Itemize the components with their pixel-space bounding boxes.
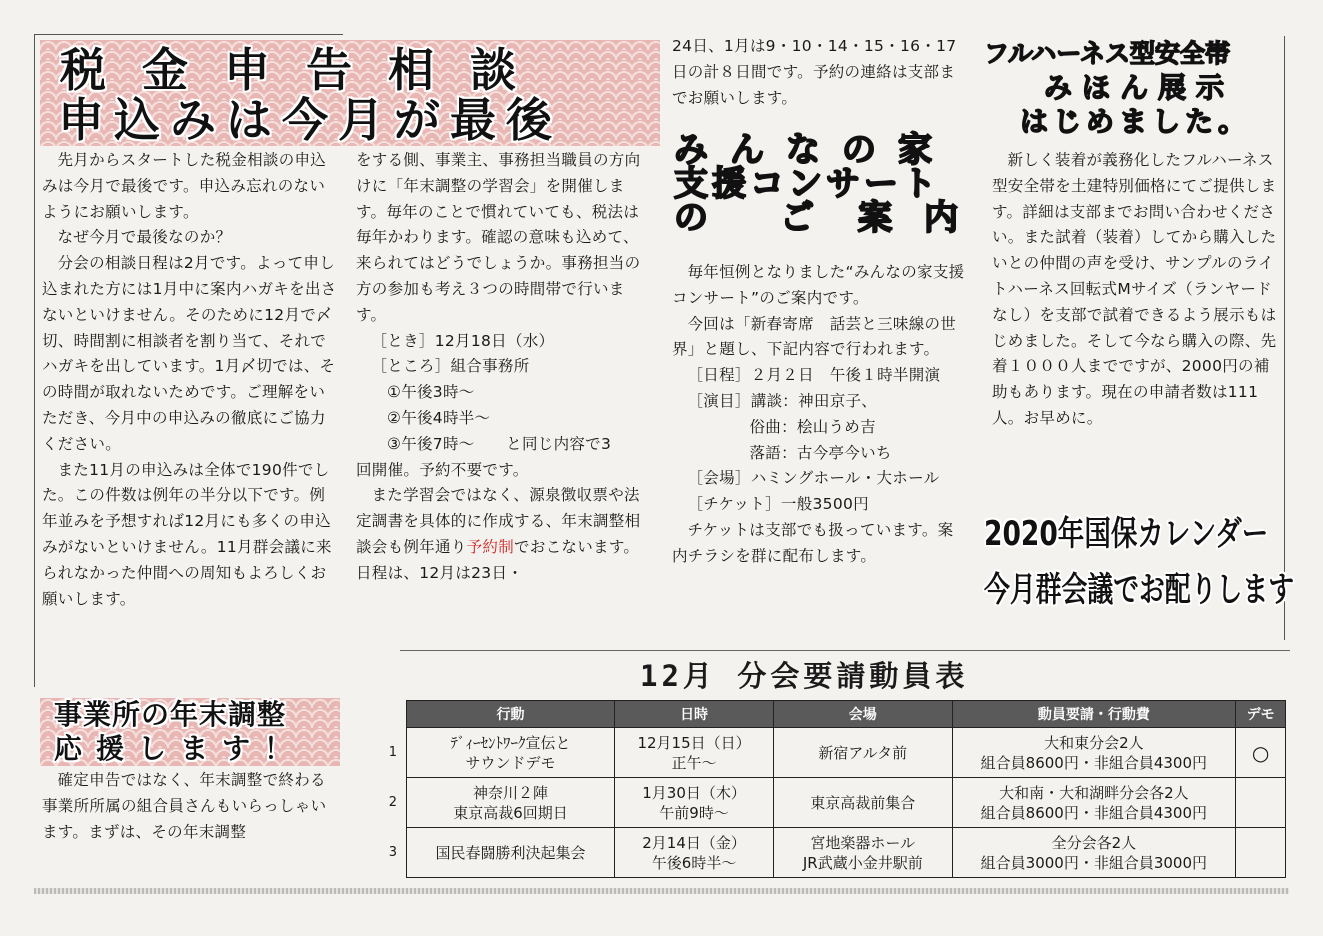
row-action: ﾃﾞｨｰｾﾝﾄﾜｰｸ宣伝と サウンドデモ — [406, 728, 614, 778]
yearend-paragraph-3: また学習会ではなく、源泉徴収票や法定調書を具体的に作成する、年末調整相談会も例年通り予約制でおこないます。日程は、12月は23日・ — [356, 486, 641, 582]
row-datetime: 1月30日（木） 午前9時～ — [615, 778, 774, 828]
concert-paragraph-1: 毎年恒例となりました“みんなの家支援コンサート”のご案内です。 — [672, 263, 965, 307]
row-number: 2 — [388, 794, 398, 810]
tax-headline-line2: 申込みは今月が最後 — [58, 93, 562, 147]
table-row — [380, 728, 1286, 778]
seminar-time-3: ③午後7時～ と同じ内容で3 — [387, 434, 612, 453]
seminar-note: 回開催。予約不要です。 — [356, 460, 529, 479]
roster-header-datetime: 日時 — [615, 701, 774, 728]
calendar-notice — [984, 512, 1295, 624]
yearend-paragraph: 確定申告ではなく、年末調整で終わる事業所所属の組合員さんもいらっしゃいます。まずは、その年末調整 — [42, 771, 327, 841]
roster-title: 12月 分会要請動員表 — [640, 659, 969, 693]
yearend-article-column-3 — [672, 34, 968, 111]
tax-paragraph-2: なぜ今月で最後なのか？ — [57, 228, 232, 247]
concert-program-1: ［演目］講談：神田京子、 — [687, 391, 878, 410]
concert-headline-line1: みんなの家 — [674, 130, 954, 170]
yearend-paragraph-4: 24日、1月は9・10・14・15・16・17日の計８日間です。予約の連絡は支部までお願いします。 — [672, 37, 957, 107]
yearend-paragraph-2: をする側、事業主、事務担当職員の方向けに「年末調整の学習会」を開催します。毎年のことで慣れていても、税法は毎年かわります。確認の意味も込めて、来られてはどうでしょうか。事務担当の方の参加も考え３つの時間帯で行います。 — [356, 151, 641, 324]
concert-article-body — [672, 260, 968, 570]
row-action: 神奈川２陣 東京高裁6回期日 — [406, 778, 614, 828]
concert-program-3: 落語：古今亭今いち — [749, 443, 892, 462]
row-request: 大和南・大和湖畔分会各2人 組合員8600円・非組合員4300円 — [952, 778, 1236, 828]
table-row — [380, 828, 1286, 878]
concert-headline-line3c: 案 — [858, 198, 892, 238]
yearend-headline — [40, 698, 340, 766]
harness-headline — [980, 38, 1284, 142]
row-venue: 宮地楽器ホール JR武蔵小金井駅前 — [774, 828, 952, 878]
harness-headline-line1: フルハーネス型安全帯 — [984, 39, 1231, 68]
harness-article-body — [992, 148, 1280, 432]
calendar-notice-line1: 2020年国保カレンダー — [984, 514, 1269, 554]
harness-headline-line3: はじめました。 — [1020, 105, 1252, 138]
seminar-date: ［とき］12月18日（水） — [371, 331, 555, 350]
harness-paragraph: 新しく装着が義務化したフルハーネス型安全帯を土建特別価格にてご提供します。詳細は支部までお問い合わせください。また試着（装着）してから購入したいとの仲間の声を受け、サンプルのライトハーネス回転式Mサイズ（ランヤードなし）を支部で試着できるよう展示もはじめました。そして今なら購入の際、先着１０００人までですが、2000円の補助もあります。現在の申請者数は111人。お早めに。 — [992, 151, 1277, 427]
row-demo — [1236, 778, 1286, 828]
concert-program-2: 俗曲：桧山うめ吉 — [749, 417, 876, 436]
tax-headline — [40, 40, 660, 146]
tax-paragraph-1: 先月からスタートした税金相談の申込みは今月で最後です。申込み忘れのないようにお願いします。 — [42, 151, 327, 221]
concert-venue: ［会場］ハミングホール・大ホール — [687, 469, 940, 488]
row-demo: ○ — [1236, 728, 1286, 778]
concert-headline-line3a: の — [674, 198, 708, 238]
row-request: 大和東分会2人 組合員8600円・非組合員4300円 — [952, 728, 1236, 778]
row-number: 1 — [388, 744, 398, 760]
harness-headline-line2: みほん展示 — [1044, 71, 1235, 104]
row-action: 国民春闘勝利決起集会 — [406, 828, 614, 878]
roster-title-rule — [400, 650, 1290, 651]
row-venue: 東京高裁前集合 — [774, 778, 952, 828]
seminar-time-1: ①午後3時～ — [387, 383, 475, 402]
row-demo — [1236, 828, 1286, 878]
concert-paragraph-3: チケットは支部でも扱っています。案内チラシを群に配布します。 — [672, 520, 954, 565]
row-datetime: 2月14日（金） 午後6時半～ — [615, 828, 774, 878]
table-row — [380, 778, 1286, 828]
seminar-time-2: ②午後4時半～ — [387, 408, 491, 427]
roster-header-action: 行動 — [406, 701, 614, 728]
tax-headline-line1: 税金申告相談 — [60, 43, 552, 97]
concert-ticket: ［チケット］一般3500円 — [687, 495, 869, 514]
tax-article-column-1 — [42, 148, 340, 612]
row-request: 全分会各2人 組合員3000円・非組合員3000円 — [952, 828, 1236, 878]
row-datetime: 12月15日（日） 正午～ — [615, 728, 774, 778]
seminar-place: ［ところ］組合事務所 — [371, 357, 530, 376]
concert-headline-line3d: 内 — [924, 198, 958, 238]
concert-headline-line3b: ご — [780, 198, 814, 238]
tax-paragraph-4: また11月の申込みは全体で190件でした。この件数は例年の半分以下です。例年並みを予想すれば12月にも多くの申込みがないといけません。11月群会議に来られなかった仲間への周知もよろしくお願いします。 — [42, 460, 332, 608]
calendar-notice-line2: 今月群会議でお配りします — [984, 570, 1295, 610]
roster-table — [380, 700, 1286, 878]
bottom-border-strip — [34, 888, 1289, 894]
reservation-required-text: 予約制 — [466, 537, 515, 556]
concert-headline-line2: 支援コンサート — [674, 164, 940, 204]
yearend-headline-line2: 応援します！ — [54, 732, 307, 765]
roster-header-demo: デモ — [1236, 701, 1286, 728]
yearend-article-column-2 — [356, 148, 648, 587]
roster-header-request: 動員要請・行動費 — [952, 701, 1236, 728]
tax-paragraph-3: 分会の相談日程は2月です。よって申し込まれた方には1月中に案内ハガキを出さないといけません。そのために12月で〆切、時間割に相談者を割り当て、それでハガキを出しています。1月〆切では、その時間が取れないためです。ご理解をいただき、今月中の申込みの徹底にご協力ください。 — [42, 254, 337, 453]
yearend-headline-line1: 事業所の年末調整 — [54, 698, 287, 731]
concert-date: ［日程］２月２日 午後１時半開演 — [687, 366, 941, 385]
row-number: 3 — [388, 844, 398, 860]
row-venue: 新宿アルタ前 — [774, 728, 952, 778]
yearend-article-body — [42, 768, 340, 845]
concert-paragraph-2: 今回は「新春寄席 話芸と三味線の世界」と題し、下記内容で行われます。 — [672, 314, 957, 359]
roster-header-spacer — [380, 701, 406, 728]
roster-header-venue: 会場 — [774, 701, 952, 728]
concert-headline — [668, 132, 968, 240]
roster-header-row — [380, 701, 1286, 728]
